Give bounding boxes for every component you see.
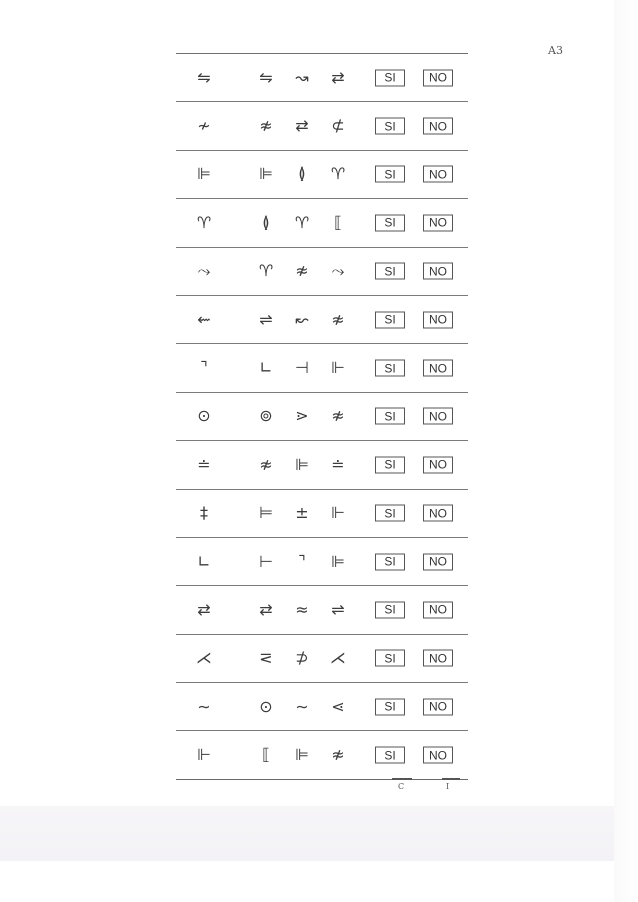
option-symbol: ≉	[331, 745, 345, 765]
si-button[interactable]: SI	[375, 69, 405, 86]
option-symbol: ⋗	[295, 406, 309, 426]
si-button[interactable]: SI	[375, 263, 405, 280]
target-symbol: ⇋	[197, 67, 211, 87]
target-symbol: ♈	[196, 212, 212, 232]
target-symbol: ⊙	[197, 406, 211, 426]
option-symbol: ⊨	[259, 503, 273, 523]
no-button[interactable]: NO	[423, 553, 453, 570]
no-button[interactable]: NO	[423, 69, 453, 86]
test-row	[176, 248, 468, 296]
option-symbol: ↝	[295, 67, 309, 87]
option-symbol: ∟	[259, 358, 273, 378]
option-symbol: ≉	[331, 309, 345, 329]
target-symbol: ∼	[197, 696, 211, 716]
no-button[interactable]: NO	[423, 166, 453, 183]
option-symbol: ≬	[262, 212, 270, 232]
target-symbol: ⌝	[200, 358, 208, 378]
correct-score-line	[392, 778, 412, 780]
si-button[interactable]: SI	[375, 505, 405, 522]
test-row	[176, 490, 468, 538]
option-symbol: ≬	[298, 164, 306, 184]
test-row	[176, 54, 468, 102]
no-button[interactable]: NO	[423, 408, 453, 425]
test-row	[176, 683, 468, 731]
option-symbol: ⇌	[331, 599, 345, 619]
option-symbol: ♈	[330, 164, 346, 184]
no-button[interactable]: NO	[423, 311, 453, 328]
option-symbol: ⇄	[331, 67, 345, 87]
target-symbol: ⊫	[197, 164, 211, 184]
option-symbol: ≐	[331, 454, 345, 474]
si-button[interactable]: SI	[375, 456, 405, 473]
no-button[interactable]: NO	[423, 214, 453, 231]
test-row	[176, 393, 468, 441]
si-button[interactable]: SI	[375, 698, 405, 715]
target-symbol: ≁	[197, 116, 211, 136]
test-row	[176, 441, 468, 489]
incorrect-score-label: I	[446, 782, 450, 791]
option-symbol: ≉	[295, 261, 309, 281]
option-symbol: ⟦	[262, 745, 270, 765]
si-button[interactable]: SI	[375, 166, 405, 183]
option-symbol: ⊫	[331, 551, 345, 571]
si-button[interactable]: SI	[375, 311, 405, 328]
option-symbol: ⊣	[295, 358, 309, 378]
test-row	[176, 731, 468, 779]
correct-score-label: C	[398, 782, 405, 791]
si-button[interactable]: SI	[375, 360, 405, 377]
si-button[interactable]: SI	[375, 650, 405, 667]
no-button[interactable]: NO	[423, 263, 453, 280]
no-button[interactable]: NO	[423, 118, 453, 135]
option-symbol: ⊚	[259, 406, 273, 426]
no-button[interactable]: NO	[423, 698, 453, 715]
target-symbol: ⇄	[197, 599, 211, 619]
option-symbol: ≈	[295, 599, 309, 619]
target-symbol: ∟	[197, 551, 211, 571]
no-button[interactable]: NO	[423, 456, 453, 473]
target-symbol: ⊩	[197, 745, 211, 765]
si-button[interactable]: SI	[375, 408, 405, 425]
option-symbol: ⟦	[334, 212, 342, 232]
si-button[interactable]: SI	[375, 601, 405, 618]
test-row	[176, 586, 468, 634]
option-symbol: ⊩	[331, 503, 345, 523]
option-symbol: ⇄	[259, 599, 273, 619]
option-symbol: ⊫	[295, 745, 309, 765]
test-row	[176, 296, 468, 344]
option-symbol: ±	[295, 503, 309, 523]
option-symbol: ⊫	[295, 454, 309, 474]
target-symbol: ‡	[200, 503, 208, 523]
test-row	[176, 102, 468, 150]
target-symbol: ⤳	[197, 261, 211, 281]
no-button[interactable]: NO	[423, 650, 453, 667]
option-symbol: ⊄	[331, 116, 345, 136]
option-symbol: ⊢	[259, 551, 273, 571]
option-symbol: ⊙	[259, 696, 273, 716]
si-button[interactable]: SI	[375, 747, 405, 764]
option-symbol: ⇌	[259, 309, 273, 329]
option-symbol: ⋜	[259, 648, 273, 668]
option-symbol: ≉	[259, 116, 273, 136]
option-symbol: ⊩	[331, 358, 345, 378]
si-button[interactable]: SI	[375, 214, 405, 231]
option-symbol: ⋖	[331, 696, 345, 716]
option-symbol: ♈	[258, 261, 274, 281]
incorrect-score-line	[442, 778, 460, 780]
target-symbol: ≐	[197, 454, 211, 474]
target-symbol: ⇜	[197, 309, 211, 329]
option-symbol: ≉	[331, 406, 345, 426]
si-button[interactable]: SI	[375, 553, 405, 570]
test-row	[176, 344, 468, 392]
page-label: A3	[548, 44, 563, 57]
scan-shadow	[0, 806, 616, 861]
target-symbol: ⋌	[196, 648, 212, 668]
no-button[interactable]: NO	[423, 747, 453, 764]
no-button[interactable]: NO	[423, 601, 453, 618]
option-symbol: ⇋	[259, 67, 273, 87]
option-symbol: ≉	[259, 454, 273, 474]
test-row	[176, 538, 468, 586]
option-symbol: ∼	[295, 696, 309, 716]
test-row	[176, 199, 468, 247]
symbol-test-table	[176, 54, 468, 780]
option-symbol: ⤳	[331, 261, 345, 281]
option-symbol: ⊅	[295, 648, 309, 668]
option-symbol: ⌝	[298, 551, 306, 571]
option-symbol: ⊫	[259, 164, 273, 184]
option-symbol: ♈	[294, 212, 310, 232]
page-edge	[614, 0, 638, 902]
option-symbol: ⋌	[330, 648, 346, 668]
si-button[interactable]: SI	[375, 118, 405, 135]
no-button[interactable]: NO	[423, 505, 453, 522]
option-symbol: ⇄	[295, 116, 309, 136]
test-row	[176, 635, 468, 683]
no-button[interactable]: NO	[423, 360, 453, 377]
test-row	[176, 151, 468, 199]
option-symbol: ↜	[295, 309, 309, 329]
